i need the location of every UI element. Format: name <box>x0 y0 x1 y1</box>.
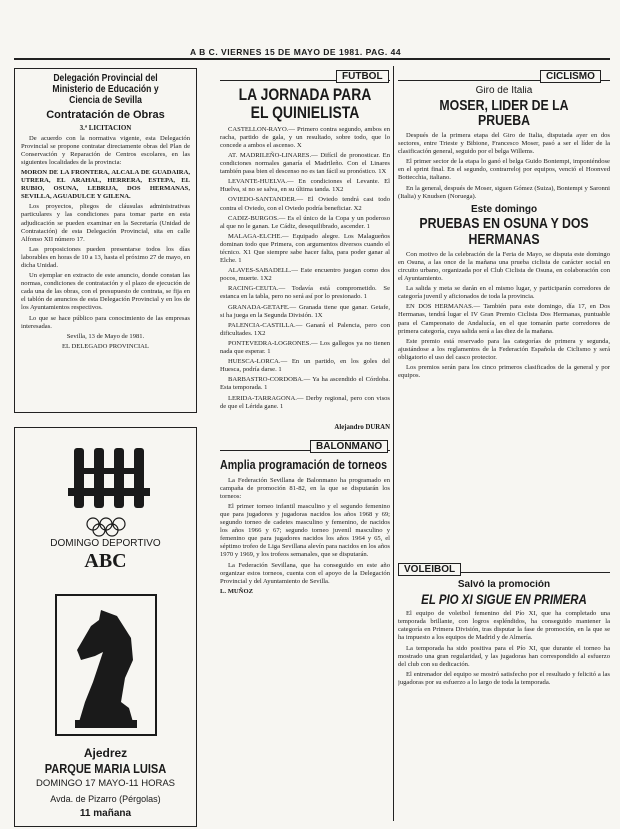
futbol-paragraph: LEVANTE-HUELVA.— En condiciones el Levante. El Huelva, si no se salva, en su última tanda. 1X2 <box>220 178 390 194</box>
giro-paragraph: En la general, después de Moser, siguen Gómez (Suiza), Bontempi y Saronni (Italia) y Knudsen (Noruega). <box>398 184 610 200</box>
ad-parque-maria-luisa: PARQUE MARIA LUISA <box>44 761 167 776</box>
giro-paragraph: Después de la primera etapa del Giro de Italia, disputada ayer en dos sectores, entre Trieste y Bibione, Francesco Moser, pasó a ser el líder de la clasificación general, seguido por el belga Willems. <box>398 132 610 156</box>
osuna-headline: PRUEBAS EN OSUNA Y DOS HERMANAS <box>419 215 589 248</box>
ad-abc-logo: ABC <box>84 550 127 572</box>
balonmano-signature: L. MUÑOZ <box>220 587 253 595</box>
futbol-column <box>220 86 390 421</box>
giro-paragraph: El primer sector de la etapa lo ganó el belga Guido Bontempi, imponiéndose en el sprint final. En el segundo, contrarreloj por equipos, venció el Hoonved Bottecchia, italiano. <box>398 158 610 182</box>
section-label-ciclismo: CICLISMO <box>540 70 601 83</box>
section-label-futbol: FUTBOL <box>336 70 389 83</box>
notice-title: Delegación Provincial del Ministerio de Educación y Ciencia de Sevilla <box>52 72 159 107</box>
notice-paragraph: Un ejemplar en extracto de este anuncio, donde constan las normas, condiciones de contratación y el plazo de ejecución de cada una de las obras, con el presupuesto de contrata, se fija en el tablón de anuncios de esta Delegación Provincial y en los de los Ayuntamientos respectivos. <box>21 272 190 312</box>
ciclismo-column <box>398 86 610 426</box>
ad-time: 11 mañana <box>79 808 132 819</box>
header-rule <box>14 58 610 60</box>
education-notice-box <box>14 68 197 413</box>
ad-date: DOMINGO 17 MAYO-11 HORAS <box>35 778 175 789</box>
giro-headline: MOSER, LIDER DE LA PRUEBA <box>439 96 569 130</box>
chess-knight-icon <box>51 590 161 740</box>
voleibol-column <box>398 580 610 820</box>
section-label-voleibol: VOLEIBOL <box>398 563 461 576</box>
futbol-paragraph: ALAVES-SABADELL.— Este encuentro juegan como dos pocos, muerte. 1X2 <box>220 267 390 283</box>
column-separator <box>393 66 394 821</box>
giro-kicker: Giro de Italia <box>475 86 533 96</box>
futbol-paragraph: BARBASTRO-CORDOBA.— Ya ha ascendido el Córdoba. Esta temporada. 1 <box>220 376 390 392</box>
balonmano-column <box>220 458 390 813</box>
section-label-balonmano: BALONMANO <box>310 440 388 453</box>
osuna-paragraph: La salida y meta se darán en el mismo lugar, y participarán corredores de categoría juvenil y aficionados de toda la provincia. <box>398 285 610 301</box>
futbol-paragraph: LERIDA-TARRAGONA.— Derby regional, pero con visos de que el Lérida gane. 1 <box>220 394 390 410</box>
futbol-paragraph: PALENCIA-CASTILLA.— Ganará el Palencia, pero con dificultades. 1X2 <box>220 321 390 337</box>
osuna-kicker: Este domingo <box>470 203 538 215</box>
futbol-signature: Alejandro DURAN <box>334 424 390 431</box>
ad-ajedrez: Ajedrez <box>83 746 128 760</box>
notice-licitacion: 3.ª LICITACION <box>79 123 132 132</box>
balonmano-paragraph: La Federación Sevillana de Balonmano ha programado en campaña de promoción 81-82, en la que se disputarán los torneos: <box>220 476 390 500</box>
balonmano-paragraph: El primer torneo infantil masculino y el segundo femenino que para jugadores y jugadoras nacidos los años 1968 y 69; segundo torneo de cadetes masculino y femenino, de nacidos los años 1966 y 67; segundo torneo juvenil masculino y femenino que para jugadores nacidos los años 1964 y 65, el séptimo trofeo de Liga Sevillana alevín para nacidos en los años 1970 y 1969, y los trofeos semanales, que se disputarán. <box>220 502 390 559</box>
chess-ad-box <box>14 427 197 827</box>
futbol-paragraph: CADIZ-BURGOS.— Es el único de la Copa y un poderoso al que no le ganan. Le Cádiz, desequilibrado, ascender. 1 <box>220 214 390 230</box>
balonmano-paragraph: La Federación Sevillana, que ha conseguido en este año organizar estos torneos, cuenta con el apoyo de la Delegación Provincial y del Ayuntamiento de Sevilla. <box>220 561 390 585</box>
futbol-paragraph: RACING-CEUTA.— Todavía está comprometido. Se estanca en la tabla, pero no será así por lo presionado. 1 <box>220 285 390 301</box>
futbol-paragraph: PONTEVEDRA-LOGRONES.— Los gallegos ya no tienen nada que esperar. 1 <box>220 339 390 356</box>
futbol-headline: LA JORNADA PARA EL QUINIELISTA <box>238 86 372 122</box>
futbol-paragraph: HUESCA-LORCA.— En un partido, en los goles del Huesca, podría darse. 1 <box>220 358 390 374</box>
voleibol-headline: EL PIO XI SIGUE EN PRIMERA <box>421 590 587 607</box>
voleibol-kicker: Salvó la promoción <box>457 580 551 590</box>
voleibol-paragraph: El entrenador del equipo se mostró satisfecho por el resultado y felicitó a las jugadoras por su esfuerzo a lo largo de toda la temporada. <box>398 670 610 686</box>
domingo-deportivo-logo <box>16 438 196 548</box>
osuna-paragraph: EN DOS HERMANAS.— También para este domingo, día 17, en Dos Hermanas, tendrá lugar el IV Gran Premio Ciclista Dos Hermanas, puntuable para el Campeonato de Andalucía, en el que tomarán parte corredores de primera categoría, cuya salida será a las diez de la mañana. <box>398 303 610 335</box>
ad-domingo-deportivo: DOMINGO DEPORTIVO <box>50 538 161 549</box>
futbol-paragraph: MALAGA-ELCHE.— Equipado alegre. Los Malagueños dominan todo que Primera, con argumentos diversos cuando el técnico. X1 Que siempre sabe hacer falta, para poder ganar al Elche. 1 <box>220 232 390 265</box>
futbol-paragraph: AT. MADRILEÑO-LINARES.— Difícil de pronosticar. En condiciones normales ganaría el Madrileño. Con el Linares también pasa bien el descenso no es tan fácil su pronóstico. 1X <box>220 151 390 176</box>
notice-paragraph: Las proposiciones pueden presentarse todos los días laborables en horas de 10 a 13, hasta el próximo 27 de mayo, en dicha Unidad. <box>21 245 191 269</box>
osuna-paragraph: Este premio está reservado para las categorías de primera y segunda, ajustándose a los reglamentos de la Federación Española de Ciclismo y será obligatorio el uso del casco protector. <box>398 337 610 361</box>
balonmano-headline: Amplia programación de torneos <box>220 458 388 472</box>
page-header: A B C. VIERNES 15 DE MAYO DE 1981. PAG. 44 <box>190 47 402 57</box>
futbol-paragraph: CASTELLON-RAYO.— Primero contra segundo, ambos en racha, partido de gala, y un resultado, sobre todo, que lo concede a ambos el ascenso. X <box>220 125 390 149</box>
voleibol-paragraph: El equipo de voleibol femenino del Pío XI, que ha completado una temporada brillante, con logros espléndidos, ha conseguido mantener la categoría en Primera División, tras disputar la fase de promoción, en la que se ha impuesto a los equipos de Madrid y de Almería. <box>398 610 610 642</box>
osuna-paragraph: Los premios serán para los cinco primeros clasificados de la general y por equipos. <box>398 363 610 380</box>
osuna-paragraph: Con motivo de la celebración de la Feria de Mayo, se disputa este domingo en Osuna, a las once de la mañana una prueba ciclista de carácter social en circuito urbano, organizada por el Club Ciclista de Osuna, en colaboración con el Ayuntamiento. <box>398 250 610 283</box>
notice-signature: EL DELEGADO PROVINCIAL <box>62 342 149 350</box>
voleibol-paragraph: La temporada ha sido positiva para el Pío XI, que durante el torneo ha mostrado una gran regularidad, y las jugadoras han correspondido al esfuerzo del club con su dedicación. <box>398 644 610 668</box>
notice-paragraph: Lo que se hace público para conocimiento de las empresas interesadas. <box>21 314 190 330</box>
notice-places: MORON DE LA FRONTERA, ALCALA DE GUADAIRA, UTRERA, EL ARAHAL, HERRERA, ESTEPA, EL RUBIO, OSUNA, LEBRIJA, DOS HERMANAS, SEVILLA, AGUADULCE Y GILENA. <box>21 168 190 201</box>
futbol-paragraph: GRANADA-GETAFE.— Granada tiene que ganar. Getafe, si ha juega en la Segunda División. 1X <box>220 303 390 319</box>
notice-paragraph: De acuerdo con la normativa vigente, esta Delegación Provincial se propone contratar directamente obras del Plan de Conservación y Reparación de Centros escolares, en las siguientes localidades de la provincia: <box>21 134 190 166</box>
ad-place: Avda. de Pizarro (Pérgolas) <box>50 794 161 804</box>
notice-subtitle: Contratación de Obras <box>46 109 165 122</box>
notice-paragraph: Los proyectos, pliegos de cláusulas administrativas particulares y las condiciones para tomar parte en esta adjudicación se pueden examinar en la Secretaría (Unidad de Contratación) de esta Delegación Provincial, sita en calle Alfonso XII número 17. <box>21 203 190 243</box>
notice-date: Sevilla, 13 de Mayo de 1981. <box>66 332 145 340</box>
futbol-paragraph: OVIEDO-SANTANDER.— El Oviedo tendrá casi todo contra el Oviedo, con el Oviedo podría beneficiar. X2 <box>220 196 390 212</box>
